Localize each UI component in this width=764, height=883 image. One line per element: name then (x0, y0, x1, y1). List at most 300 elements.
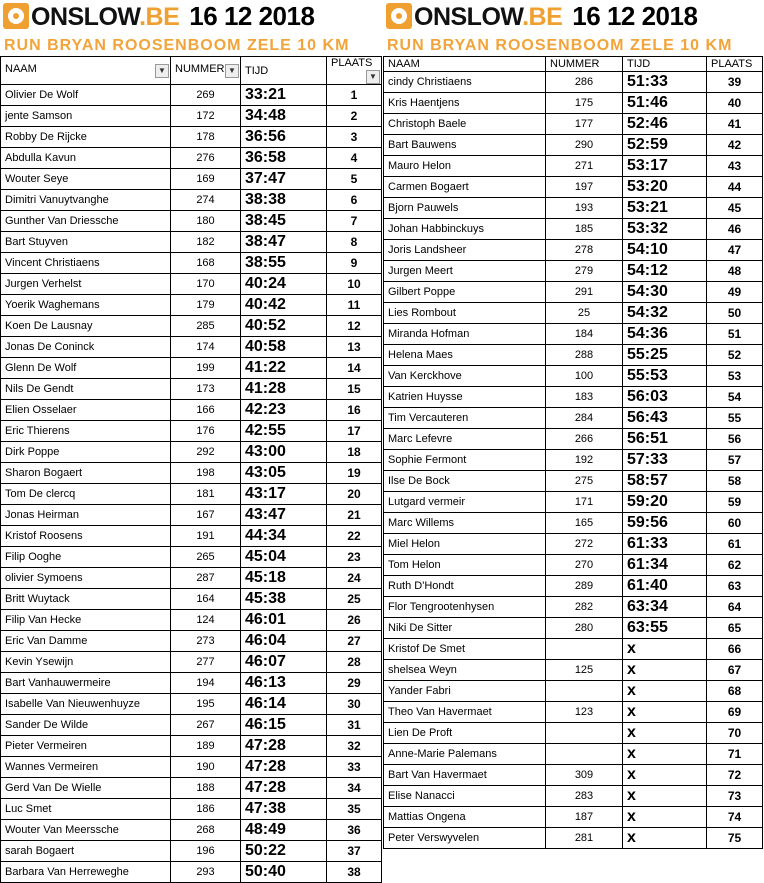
cell-naam[interactable]: Wannes Vermeiren (1, 757, 171, 778)
cell-plaats[interactable]: 27 (327, 631, 382, 652)
cell-plaats[interactable]: 10 (327, 274, 382, 295)
cell-naam[interactable]: Kristof De Smet (384, 639, 546, 660)
cell-plaats[interactable]: 70 (707, 723, 763, 744)
cell-nummer[interactable]: 309 (546, 765, 623, 786)
cell-nummer[interactable]: 169 (171, 169, 241, 190)
cell-tijd[interactable]: 43:47 (241, 505, 327, 526)
cell-naam[interactable]: Sophie Fermont (384, 450, 546, 471)
cell-nummer[interactable]: 184 (546, 324, 623, 345)
cell-plaats[interactable]: 45 (707, 198, 763, 219)
cell-plaats[interactable]: 66 (707, 639, 763, 660)
cell-nummer[interactable]: 275 (546, 471, 623, 492)
cell-tijd[interactable]: 61:34 (623, 555, 707, 576)
cell-nummer[interactable] (546, 723, 623, 744)
cell-plaats[interactable]: 17 (327, 421, 382, 442)
cell-plaats[interactable]: 65 (707, 618, 763, 639)
cell-naam[interactable]: Joris Landsheer (384, 240, 546, 261)
cell-nummer[interactable]: 182 (171, 232, 241, 253)
cell-naam[interactable]: Abdulla Kavun (1, 148, 171, 169)
cell-plaats[interactable]: 14 (327, 358, 382, 379)
cell-naam[interactable]: shelsea Weyn (384, 660, 546, 681)
filter-dropdown-icon[interactable]: ▼ (155, 64, 169, 78)
cell-nummer[interactable]: 183 (546, 387, 623, 408)
cell-plaats[interactable]: 75 (707, 828, 763, 849)
cell-nummer[interactable]: 199 (171, 358, 241, 379)
cell-naam[interactable]: Mauro Helon (384, 156, 546, 177)
cell-nummer[interactable]: 290 (546, 135, 623, 156)
cell-nummer[interactable]: 190 (171, 757, 241, 778)
cell-nummer[interactable]: 289 (546, 576, 623, 597)
cell-plaats[interactable]: 57 (707, 450, 763, 471)
cell-naam[interactable]: Jurgen Verhelst (1, 274, 171, 295)
cell-naam[interactable]: Kristof Roosens (1, 526, 171, 547)
cell-nummer[interactable]: 268 (171, 820, 241, 841)
cell-nummer[interactable]: 271 (546, 156, 623, 177)
cell-tijd[interactable]: 56:51 (623, 429, 707, 450)
cell-plaats[interactable]: 1 (327, 85, 382, 106)
cell-plaats[interactable]: 56 (707, 429, 763, 450)
cell-plaats[interactable]: 30 (327, 694, 382, 715)
cell-tijd[interactable]: 38:55 (241, 253, 327, 274)
cell-plaats[interactable]: 43 (707, 156, 763, 177)
cell-nummer[interactable]: 287 (171, 568, 241, 589)
cell-plaats[interactable]: 2 (327, 106, 382, 127)
cell-plaats[interactable]: 59 (707, 492, 763, 513)
cell-tijd[interactable]: x (623, 786, 707, 807)
cell-plaats[interactable]: 4 (327, 148, 382, 169)
cell-tijd[interactable]: 46:04 (241, 631, 327, 652)
cell-nummer[interactable]: 178 (171, 127, 241, 148)
cell-tijd[interactable]: x (623, 702, 707, 723)
cell-nummer[interactable]: 166 (171, 400, 241, 421)
cell-nummer[interactable]: 272 (546, 534, 623, 555)
cell-naam[interactable]: Wouter Van Meerssche (1, 820, 171, 841)
cell-tijd[interactable]: 57:33 (623, 450, 707, 471)
cell-plaats[interactable]: 25 (327, 589, 382, 610)
cell-nummer[interactable]: 185 (546, 219, 623, 240)
cell-nummer[interactable]: 123 (546, 702, 623, 723)
cell-naam[interactable]: Pieter Vermeiren (1, 736, 171, 757)
cell-nummer[interactable]: 283 (546, 786, 623, 807)
cell-tijd[interactable]: 46:01 (241, 610, 327, 631)
cell-plaats[interactable]: 64 (707, 597, 763, 618)
cell-naam[interactable]: Sharon Bogaert (1, 463, 171, 484)
cell-plaats[interactable]: 5 (327, 169, 382, 190)
cell-tijd[interactable]: 41:22 (241, 358, 327, 379)
cell-naam[interactable]: Lien De Proft (384, 723, 546, 744)
header-nummer[interactable] (171, 57, 241, 85)
cell-tijd[interactable]: 42:55 (241, 421, 327, 442)
cell-plaats[interactable]: 32 (327, 736, 382, 757)
cell-plaats[interactable]: 71 (707, 744, 763, 765)
cell-nummer[interactable]: 124 (171, 610, 241, 631)
cell-tijd[interactable]: x (623, 828, 707, 849)
cell-tijd[interactable]: 44:34 (241, 526, 327, 547)
cell-tijd[interactable]: 45:38 (241, 589, 327, 610)
cell-tijd[interactable]: 51:46 (623, 93, 707, 114)
cell-tijd[interactable]: 43:17 (241, 484, 327, 505)
cell-nummer[interactable]: 284 (546, 408, 623, 429)
cell-tijd[interactable]: 45:18 (241, 568, 327, 589)
cell-tijd[interactable]: 36:56 (241, 127, 327, 148)
cell-plaats[interactable]: 49 (707, 282, 763, 303)
cell-naam[interactable]: Niki De Sitter (384, 618, 546, 639)
cell-plaats[interactable]: 51 (707, 324, 763, 345)
cell-tijd[interactable]: 50:22 (241, 841, 327, 862)
cell-naam[interactable]: Miranda Hofman (384, 324, 546, 345)
cell-plaats[interactable]: 37 (327, 841, 382, 862)
cell-plaats[interactable]: 62 (707, 555, 763, 576)
cell-naam[interactable]: Mattias Ongena (384, 807, 546, 828)
cell-plaats[interactable]: 53 (707, 366, 763, 387)
cell-nummer[interactable] (546, 744, 623, 765)
cell-nummer[interactable]: 187 (546, 807, 623, 828)
cell-naam[interactable]: sarah Bogaert (1, 841, 171, 862)
cell-nummer[interactable]: 173 (171, 379, 241, 400)
cell-plaats[interactable]: 3 (327, 127, 382, 148)
cell-naam[interactable]: Helena Maes (384, 345, 546, 366)
cell-plaats[interactable]: 73 (707, 786, 763, 807)
cell-tijd[interactable]: 38:47 (241, 232, 327, 253)
cell-naam[interactable]: Katrien Huysse (384, 387, 546, 408)
cell-naam[interactable]: Gerd Van De Wielle (1, 778, 171, 799)
cell-nummer[interactable]: 279 (546, 261, 623, 282)
cell-tijd[interactable]: 58:57 (623, 471, 707, 492)
cell-tijd[interactable]: 47:28 (241, 778, 327, 799)
cell-nummer[interactable]: 281 (546, 828, 623, 849)
cell-naam[interactable]: Robby De Rijcke (1, 127, 171, 148)
cell-nummer[interactable]: 180 (171, 211, 241, 232)
cell-naam[interactable]: Bjorn Pauwels (384, 198, 546, 219)
cell-plaats[interactable]: 47 (707, 240, 763, 261)
cell-naam[interactable]: Carmen Bogaert (384, 177, 546, 198)
cell-nummer[interactable]: 286 (546, 72, 623, 93)
cell-naam[interactable]: Barbara Van Herreweghe (1, 862, 171, 883)
cell-naam[interactable]: Tim Vercauteren (384, 408, 546, 429)
cell-nummer[interactable]: 186 (171, 799, 241, 820)
cell-tijd[interactable]: 46:07 (241, 652, 327, 673)
cell-plaats[interactable]: 35 (327, 799, 382, 820)
cell-plaats[interactable]: 21 (327, 505, 382, 526)
cell-plaats[interactable]: 69 (707, 702, 763, 723)
cell-tijd[interactable]: x (623, 744, 707, 765)
cell-nummer[interactable] (546, 681, 623, 702)
cell-nummer[interactable]: 282 (546, 597, 623, 618)
cell-nummer[interactable]: 189 (171, 736, 241, 757)
cell-nummer[interactable]: 293 (171, 862, 241, 883)
cell-plaats[interactable]: 46 (707, 219, 763, 240)
cell-tijd[interactable]: 55:25 (623, 345, 707, 366)
cell-naam[interactable]: Flor Tengrootenhysen (384, 597, 546, 618)
cell-naam[interactable]: Gunther Van Driessche (1, 211, 171, 232)
cell-naam[interactable]: Jonas Heirman (1, 505, 171, 526)
cell-plaats[interactable]: 52 (707, 345, 763, 366)
cell-nummer[interactable]: 191 (171, 526, 241, 547)
cell-plaats[interactable]: 16 (327, 400, 382, 421)
cell-naam[interactable]: Miel Helon (384, 534, 546, 555)
cell-tijd[interactable]: 42:23 (241, 400, 327, 421)
cell-tijd[interactable]: 40:42 (241, 295, 327, 316)
cell-tijd[interactable]: 43:00 (241, 442, 327, 463)
cell-tijd[interactable]: 53:20 (623, 177, 707, 198)
cell-naam[interactable]: Gilbert Poppe (384, 282, 546, 303)
cell-naam[interactable]: Bart Bauwens (384, 135, 546, 156)
cell-nummer[interactable]: 164 (171, 589, 241, 610)
cell-naam[interactable]: Tom Helon (384, 555, 546, 576)
header-naam[interactable] (1, 57, 171, 85)
cell-naam[interactable]: Lutgard vermeir (384, 492, 546, 513)
cell-tijd[interactable]: 59:20 (623, 492, 707, 513)
cell-naam[interactable]: Yoerik Waghemans (1, 295, 171, 316)
cell-naam[interactable]: Filip Ooghe (1, 547, 171, 568)
cell-naam[interactable]: Eric Van Damme (1, 631, 171, 652)
cell-tijd[interactable]: x (623, 765, 707, 786)
cell-plaats[interactable]: 31 (327, 715, 382, 736)
cell-plaats[interactable]: 18 (327, 442, 382, 463)
cell-nummer[interactable]: 280 (546, 618, 623, 639)
cell-plaats[interactable]: 8 (327, 232, 382, 253)
cell-plaats[interactable]: 28 (327, 652, 382, 673)
cell-naam[interactable]: Van Kerckhove (384, 366, 546, 387)
cell-plaats[interactable]: 9 (327, 253, 382, 274)
cell-nummer[interactable]: 285 (171, 316, 241, 337)
cell-plaats[interactable]: 42 (707, 135, 763, 156)
cell-naam[interactable]: Filip Van Hecke (1, 610, 171, 631)
cell-plaats[interactable]: 26 (327, 610, 382, 631)
cell-plaats[interactable]: 72 (707, 765, 763, 786)
cell-naam[interactable]: Theo Van Havermaet (384, 702, 546, 723)
cell-nummer[interactable]: 292 (171, 442, 241, 463)
cell-naam[interactable]: Sander De Wilde (1, 715, 171, 736)
cell-plaats[interactable]: 29 (327, 673, 382, 694)
cell-naam[interactable]: Tom De clercq (1, 484, 171, 505)
cell-nummer[interactable]: 278 (546, 240, 623, 261)
cell-nummer[interactable]: 192 (546, 450, 623, 471)
cell-tijd[interactable]: 50:40 (241, 862, 327, 883)
cell-tijd[interactable]: 56:43 (623, 408, 707, 429)
cell-naam[interactable]: Eric Thierens (1, 421, 171, 442)
cell-tijd[interactable]: 52:46 (623, 114, 707, 135)
cell-tijd[interactable]: 61:40 (623, 576, 707, 597)
cell-plaats[interactable]: 67 (707, 660, 763, 681)
cell-plaats[interactable]: 68 (707, 681, 763, 702)
cell-tijd[interactable]: 40:58 (241, 337, 327, 358)
cell-tijd[interactable]: 36:58 (241, 148, 327, 169)
cell-tijd[interactable]: 56:03 (623, 387, 707, 408)
cell-tijd[interactable]: 37:47 (241, 169, 327, 190)
cell-tijd[interactable]: 46:13 (241, 673, 327, 694)
cell-plaats[interactable]: 6 (327, 190, 382, 211)
cell-naam[interactable]: Elise Nanacci (384, 786, 546, 807)
cell-tijd[interactable]: 59:56 (623, 513, 707, 534)
cell-tijd[interactable]: 47:28 (241, 757, 327, 778)
cell-nummer[interactable]: 100 (546, 366, 623, 387)
cell-tijd[interactable]: 38:45 (241, 211, 327, 232)
cell-naam[interactable]: Bart Stuyven (1, 232, 171, 253)
cell-tijd[interactable]: 54:12 (623, 261, 707, 282)
filter-dropdown-icon[interactable]: ▼ (366, 70, 380, 84)
cell-tijd[interactable]: x (623, 681, 707, 702)
cell-nummer[interactable]: 197 (546, 177, 623, 198)
cell-naam[interactable]: Christoph Baele (384, 114, 546, 135)
cell-nummer[interactable]: 188 (171, 778, 241, 799)
cell-plaats[interactable]: 11 (327, 295, 382, 316)
cell-nummer[interactable]: 273 (171, 631, 241, 652)
cell-plaats[interactable]: 22 (327, 526, 382, 547)
cell-tijd[interactable]: x (623, 660, 707, 681)
cell-naam[interactable]: Dirk Poppe (1, 442, 171, 463)
header-plaats[interactable] (327, 57, 382, 85)
cell-plaats[interactable]: 58 (707, 471, 763, 492)
cell-naam[interactable]: Kevin Ysewijn (1, 652, 171, 673)
cell-naam[interactable]: cindy Christiaens (384, 72, 546, 93)
cell-tijd[interactable]: 40:24 (241, 274, 327, 295)
cell-naam[interactable]: Glenn De Wolf (1, 358, 171, 379)
cell-nummer[interactable]: 274 (171, 190, 241, 211)
cell-plaats[interactable]: 50 (707, 303, 763, 324)
cell-plaats[interactable]: 23 (327, 547, 382, 568)
cell-nummer[interactable]: 165 (546, 513, 623, 534)
cell-plaats[interactable]: 40 (707, 93, 763, 114)
cell-tijd[interactable]: 54:32 (623, 303, 707, 324)
cell-nummer[interactable]: 198 (171, 463, 241, 484)
cell-naam[interactable]: Koen De Lausnay (1, 316, 171, 337)
cell-nummer[interactable]: 195 (171, 694, 241, 715)
cell-naam[interactable]: Isabelle Van Nieuwenhuyze (1, 694, 171, 715)
cell-tijd[interactable]: x (623, 639, 707, 660)
cell-nummer[interactable]: 276 (171, 148, 241, 169)
cell-plaats[interactable]: 63 (707, 576, 763, 597)
cell-nummer[interactable]: 270 (546, 555, 623, 576)
cell-tijd[interactable]: 46:14 (241, 694, 327, 715)
cell-naam[interactable]: Ruth D'Hondt (384, 576, 546, 597)
cell-nummer[interactable]: 266 (546, 429, 623, 450)
cell-naam[interactable]: Britt Wuytack (1, 589, 171, 610)
cell-tijd[interactable]: x (623, 807, 707, 828)
cell-naam[interactable]: Dimitri Vanuytvanghe (1, 190, 171, 211)
cell-plaats[interactable]: 15 (327, 379, 382, 400)
cell-nummer[interactable]: 291 (546, 282, 623, 303)
cell-naam[interactable]: Yander Fabri (384, 681, 546, 702)
cell-plaats[interactable]: 61 (707, 534, 763, 555)
cell-naam[interactable]: Jonas De Coninck (1, 337, 171, 358)
cell-tijd[interactable]: 55:53 (623, 366, 707, 387)
cell-naam[interactable]: Lies Rombout (384, 303, 546, 324)
cell-tijd[interactable]: 45:04 (241, 547, 327, 568)
cell-plaats[interactable]: 39 (707, 72, 763, 93)
cell-tijd[interactable]: 63:55 (623, 618, 707, 639)
cell-naam[interactable]: Vincent Christiaens (1, 253, 171, 274)
cell-plaats[interactable]: 44 (707, 177, 763, 198)
cell-tijd[interactable]: 41:28 (241, 379, 327, 400)
cell-naam[interactable]: Olivier De Wolf (1, 85, 171, 106)
cell-naam[interactable]: Ilse De Bock (384, 471, 546, 492)
cell-naam[interactable]: Elien Osselaer (1, 400, 171, 421)
cell-tijd[interactable]: x (623, 723, 707, 744)
cell-plaats[interactable]: 55 (707, 408, 763, 429)
cell-naam[interactable]: Marc Lefevre (384, 429, 546, 450)
cell-plaats[interactable]: 19 (327, 463, 382, 484)
cell-naam[interactable]: olivier Symoens (1, 568, 171, 589)
cell-nummer[interactable]: 265 (171, 547, 241, 568)
cell-plaats[interactable]: 38 (327, 862, 382, 883)
cell-nummer[interactable]: 277 (171, 652, 241, 673)
cell-nummer[interactable]: 171 (546, 492, 623, 513)
cell-nummer[interactable]: 167 (171, 505, 241, 526)
cell-naam[interactable]: Johan Habbinckuys (384, 219, 546, 240)
cell-plaats[interactable]: 74 (707, 807, 763, 828)
cell-tijd[interactable]: 61:33 (623, 534, 707, 555)
cell-nummer[interactable]: 196 (171, 841, 241, 862)
cell-tijd[interactable]: 51:33 (623, 72, 707, 93)
cell-tijd[interactable]: 54:30 (623, 282, 707, 303)
cell-tijd[interactable]: 43:05 (241, 463, 327, 484)
cell-tijd[interactable]: 48:49 (241, 820, 327, 841)
cell-naam[interactable]: Bart Van Havermaet (384, 765, 546, 786)
cell-naam[interactable]: Wouter Seye (1, 169, 171, 190)
cell-nummer[interactable]: 168 (171, 253, 241, 274)
cell-tijd[interactable]: 54:36 (623, 324, 707, 345)
cell-tijd[interactable]: 47:38 (241, 799, 327, 820)
cell-tijd[interactable]: 34:48 (241, 106, 327, 127)
cell-plaats[interactable]: 34 (327, 778, 382, 799)
cell-plaats[interactable]: 48 (707, 261, 763, 282)
cell-naam[interactable]: Luc Smet (1, 799, 171, 820)
cell-plaats[interactable]: 20 (327, 484, 382, 505)
cell-nummer[interactable]: 193 (546, 198, 623, 219)
cell-tijd[interactable]: 46:15 (241, 715, 327, 736)
cell-naam[interactable]: jente Samson (1, 106, 171, 127)
cell-tijd[interactable]: 38:38 (241, 190, 327, 211)
cell-naam[interactable]: Jurgen Meert (384, 261, 546, 282)
cell-naam[interactable]: Bart Vanhauwermeire (1, 673, 171, 694)
cell-nummer[interactable]: 194 (171, 673, 241, 694)
cell-tijd[interactable]: 33:21 (241, 85, 327, 106)
cell-nummer[interactable]: 179 (171, 295, 241, 316)
cell-naam[interactable]: Anne-Marie Palemans (384, 744, 546, 765)
cell-tijd[interactable]: 53:17 (623, 156, 707, 177)
cell-plaats[interactable]: 12 (327, 316, 382, 337)
cell-nummer[interactable]: 269 (171, 85, 241, 106)
cell-plaats[interactable]: 36 (327, 820, 382, 841)
cell-nummer[interactable]: 267 (171, 715, 241, 736)
cell-naam[interactable]: Nils De Gendt (1, 379, 171, 400)
cell-plaats[interactable]: 33 (327, 757, 382, 778)
cell-tijd[interactable]: 63:34 (623, 597, 707, 618)
cell-nummer[interactable] (546, 639, 623, 660)
cell-plaats[interactable]: 7 (327, 211, 382, 232)
cell-plaats[interactable]: 13 (327, 337, 382, 358)
cell-nummer[interactable]: 170 (171, 274, 241, 295)
cell-tijd[interactable]: 40:52 (241, 316, 327, 337)
cell-nummer[interactable]: 176 (171, 421, 241, 442)
cell-naam[interactable]: Kris Haentjens (384, 93, 546, 114)
cell-nummer[interactable]: 125 (546, 660, 623, 681)
cell-tijd[interactable]: 47:28 (241, 736, 327, 757)
cell-naam[interactable]: Peter Verswyvelen (384, 828, 546, 849)
cell-nummer[interactable]: 25 (546, 303, 623, 324)
filter-dropdown-icon[interactable]: ▼ (225, 64, 239, 78)
cell-nummer[interactable]: 174 (171, 337, 241, 358)
cell-tijd[interactable]: 53:21 (623, 198, 707, 219)
cell-plaats[interactable]: 60 (707, 513, 763, 534)
cell-tijd[interactable]: 53:32 (623, 219, 707, 240)
cell-nummer[interactable]: 175 (546, 93, 623, 114)
cell-naam[interactable]: Marc Willems (384, 513, 546, 534)
cell-plaats[interactable]: 41 (707, 114, 763, 135)
cell-plaats[interactable]: 54 (707, 387, 763, 408)
cell-nummer[interactable]: 172 (171, 106, 241, 127)
